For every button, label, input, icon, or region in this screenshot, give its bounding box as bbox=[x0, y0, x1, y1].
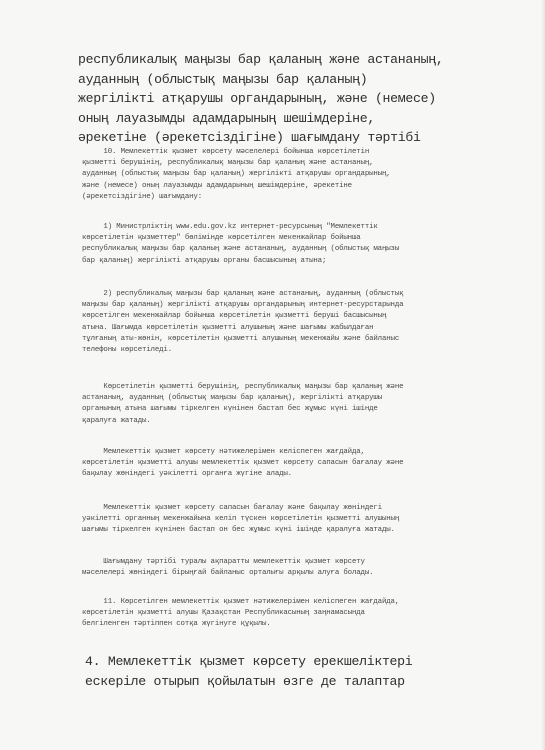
paragraph-line: көрсетілетін қызметті алушы Қазақстан Республикасының заңнамасында bbox=[82, 609, 365, 618]
paragraph-line: Мемлекеттік қызмет көрсету нәтижелерімен келіспеген жағдайда, bbox=[82, 448, 365, 456]
paragraph-line: шағымы тіркелген күнінен бастап он бес жұмыс күні ішінде қаралуға жатады. bbox=[82, 526, 395, 535]
paragraph-contact-center bbox=[82, 557, 512, 579]
paragraph-line: және (немесе) оның лауазымды адамдарының шешімдеріне, әрекетіне bbox=[82, 181, 352, 190]
paragraph-line: (әрекетсіздігіне) шағымдану: bbox=[82, 192, 202, 201]
paragraph-line: 2) республикалық маңызы бар қаланың және астананың, ауданның (облыстық bbox=[82, 290, 404, 298]
paragraph-line: бақылау жөніндегі уәкілетті органға жүгіне алады. bbox=[82, 470, 292, 479]
paragraph-line: республикалық маңызы бар қаланың және астананың, ауданның (облыстық маңызы bbox=[82, 245, 400, 254]
paragraph-line: Шағымдану тәртібі туралы ақпаратты мемлекеттік қызмет көрсету bbox=[82, 558, 365, 566]
paragraph-authorized-body bbox=[82, 503, 512, 537]
paragraph-10 bbox=[82, 147, 512, 203]
paragraph-disagreement bbox=[82, 447, 512, 481]
heading-line: жергілікті атқарушы органдарының, және (немесе) bbox=[78, 91, 436, 106]
paragraph-line: мәселелері жөніндегі бірыңғай байланыс орталығы арқылы алуға болады. bbox=[82, 569, 374, 578]
paragraph-line: қызметті берушінің, республикалық маңызы бар қаланың және астананың, bbox=[82, 159, 374, 168]
paragraph-line: маңызы бар қаланың) жергілікті атқарушы органдарының интернет-ресурстарында bbox=[82, 301, 404, 310]
heading-line: республикалық маңызы бар қаланың және астананың, bbox=[78, 52, 444, 67]
paragraph-line: Мемлекеттік қызмет көрсету сапасын бағалау және бақылау жөніндегі bbox=[82, 504, 382, 512]
paragraph-line: көрсетілетін қызметті алушы мемлекеттік қызмет көрсету сапасын бағалау және bbox=[82, 459, 404, 468]
paragraph-line: уәкілетті органның мекенжайына келіп түскен көрсетілетін қызметті алушының bbox=[82, 515, 400, 524]
heading-line: әрекетіне (әрекетсіздігіне) шағымдану тәртібі bbox=[78, 130, 421, 145]
paragraph-review-period bbox=[82, 382, 512, 427]
section-heading-line: 4. Мемлекеттік қызмет көрсету ерекшеліктері bbox=[85, 654, 413, 669]
section-heading-line: ескеріле отырып қойылатын өзге де талаптар bbox=[85, 674, 405, 689]
paragraph-line: көрсетілген мекенжайлар бойынша көрсетілетін қызметті беруші басшысының bbox=[82, 312, 387, 321]
paragraph-line: ауданның (облыстық маңызы бар қаланың) жергілікті атқарушы органдарының, bbox=[82, 170, 391, 179]
heading-line: оның лауазымды адамдарының шешімдеріне, bbox=[78, 110, 375, 126]
paragraph-line: атына. Шағымда көрсетілетін қызметті алушының және шағымы жабылдаған bbox=[82, 323, 374, 332]
paragraph-line: қаралуға жатады. bbox=[82, 416, 151, 425]
section-4-heading bbox=[85, 652, 525, 692]
paragraph-line: 1) Министрліктің www.edu.gov.kz интернет-ресурсының "Мемлекеттік bbox=[82, 223, 378, 231]
paragraph-line: 11. Көрсетілген мемлекеттік қызмет нәтижелерімен келіспеген жағдайда, bbox=[82, 598, 400, 606]
paragraph-item-1 bbox=[82, 222, 512, 267]
paragraph-11 bbox=[82, 597, 512, 631]
paragraph-line: органының атына шағымы тіркелген күнінен бастап бес жұмыс күні ішінде bbox=[82, 405, 378, 414]
paragraph-line: 10. Мемлекеттік қызмет көрсету мәселелері бойынша көрсетілетін bbox=[82, 148, 370, 156]
paragraph-line: тұлғаның аты-жөнін, көрсетілетін қызметті алушының мекенжайы және байланыс bbox=[82, 334, 400, 343]
paragraph-line: Көрсетілетін қызметті берушінің, республикалық маңызы бар қаланың және bbox=[82, 383, 404, 391]
section-heading bbox=[78, 50, 518, 148]
paragraph-line: көрсетілетін қызметтер" бөлімінде көрсетілген мекенжайлар бойынша bbox=[82, 234, 361, 243]
paragraph-line: телефоны көрсетіледі. bbox=[82, 346, 172, 355]
scan-edge-shadow bbox=[541, 0, 545, 750]
paragraph-line: астананың, ауданның (облыстық маңызы бар қаланың), жергілікті атқарушы bbox=[82, 394, 382, 403]
paragraph-line: белгіленген тәртіппен сотқа жүгінуге құқылы. bbox=[82, 620, 271, 629]
heading-line: ауданның (облыстық маңызы бар қаланың) bbox=[78, 71, 368, 87]
paragraph-item-2 bbox=[82, 289, 512, 356]
paragraph-line: бар қаланың) жергілікті атқарушы органы басшысының атына; bbox=[82, 256, 327, 265]
